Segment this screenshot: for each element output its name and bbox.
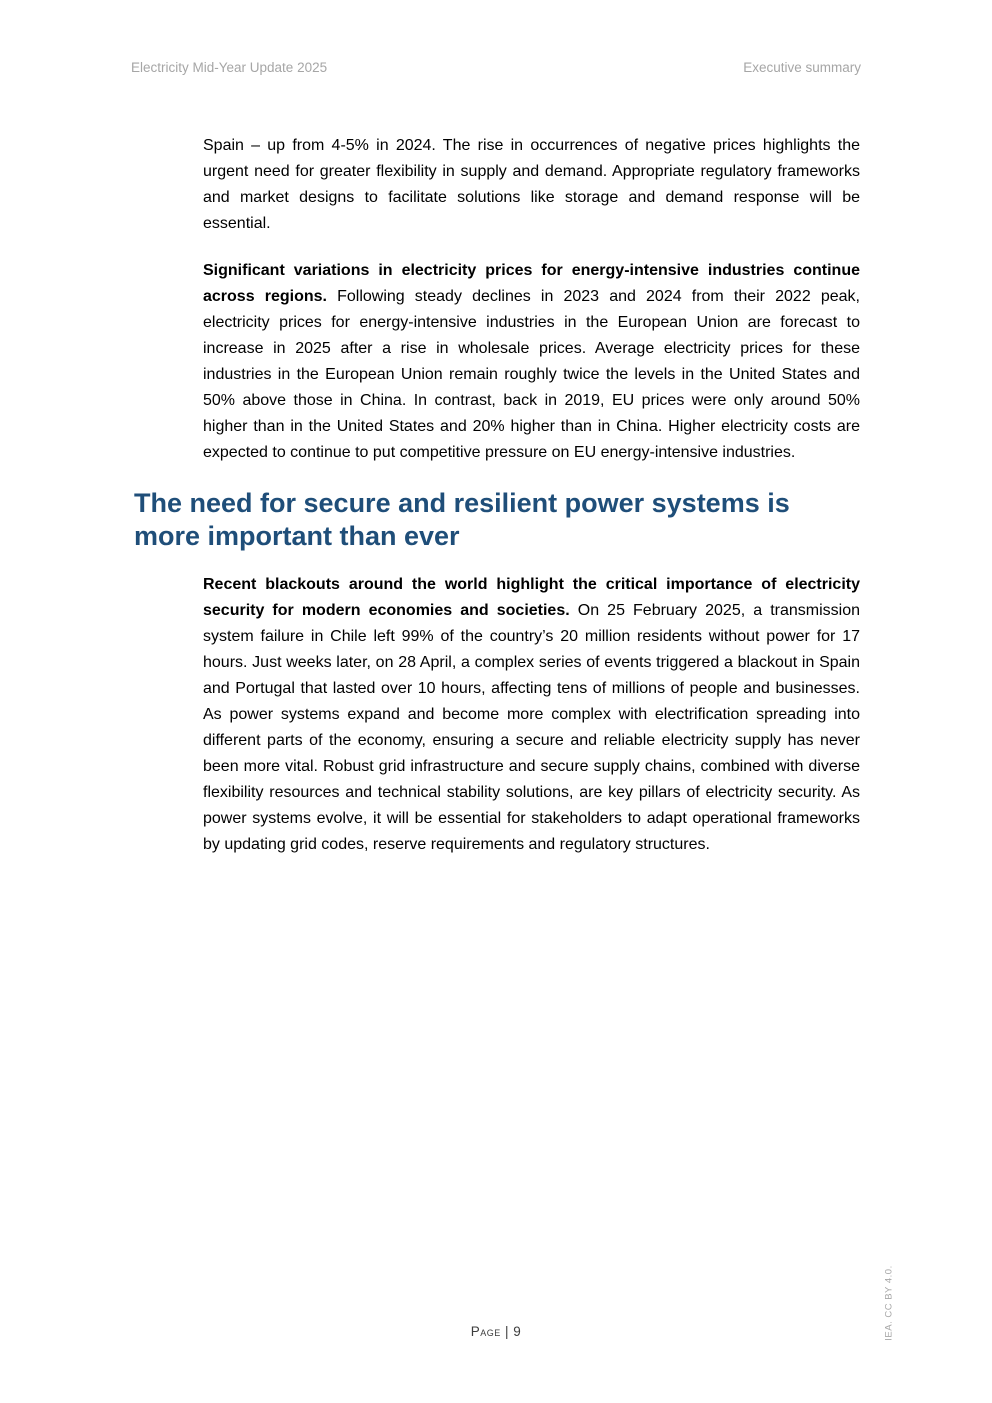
- paragraph-text: On 25 February 2025, a transmission system failure in Chile left 99% of the country’s 20 million residents without power for 17 hours. Just weeks later, on 28 April, a complex series of events triggered a blackout in Spain and Portugal that lasted over 10 hours, affecting tens of millions of people and businesses. As power systems expand and become more complex with electrification spreading into different parts of the economy, ensuring a secure and reliable electricity supply has never been more vital. Robust grid infrastructure and secure supply chains, combined with diverse flexibility resources and technical stability solutions, are key pillars of electricity security. As power systems evolve, it will be essential for stakeholders to adapt operational frameworks by updating grid codes, reserve requirements and regulatory structures.: [203, 602, 861, 853]
- paragraph-blackouts: [203, 572, 860, 858]
- paragraph-lead-bold: Recent blackouts around the world highlight the critical importance of electricity security for modern economies and societies.: [203, 576, 860, 619]
- section-heading-power-systems: The need for secure and resilient power systems is more important than ever: [134, 488, 790, 551]
- license-attribution: IEA. CC BY 4.0.: [883, 1265, 895, 1341]
- paragraph-text: Following steady declines in 2023 and 2024 from their 2022 peak, electricity prices for energy-intensive industries in the European Union are forecast to increase in 2025 after a rise in wholesale prices. Average electricity prices for these industries in the European Union remain roughly twice the levels in the United States and 50% above those in China. In contrast, back in 2019, EU prices were only around 50% higher than in the United States and 20% higher than in China. Higher electricity costs are expected to continue to put competitive pressure on EU energy-intensive industries.: [203, 288, 860, 461]
- paragraph-negative-prices: [203, 133, 860, 237]
- header-section-title: Executive summary: [743, 60, 861, 75]
- paragraph-electricity-prices: [203, 258, 860, 466]
- header-document-title: Electricity Mid-Year Update 2025: [131, 60, 328, 75]
- running-header: [131, 60, 861, 76]
- page-number: Page | 9: [470, 1324, 522, 1339]
- paragraph-lead-bold: Significant variations in electricity prices for energy-intensive industries continue across regions.: [203, 262, 860, 305]
- paragraph-text: Spain – up from 4-5% in 2024. The rise in occurrences of negative prices highlights the urgent need for greater flexibility in supply and demand. Appropriate regulatory frameworks and market designs to facilitate solutions like storage and demand response will be essential.: [203, 137, 860, 232]
- body-column: [134, 133, 861, 879]
